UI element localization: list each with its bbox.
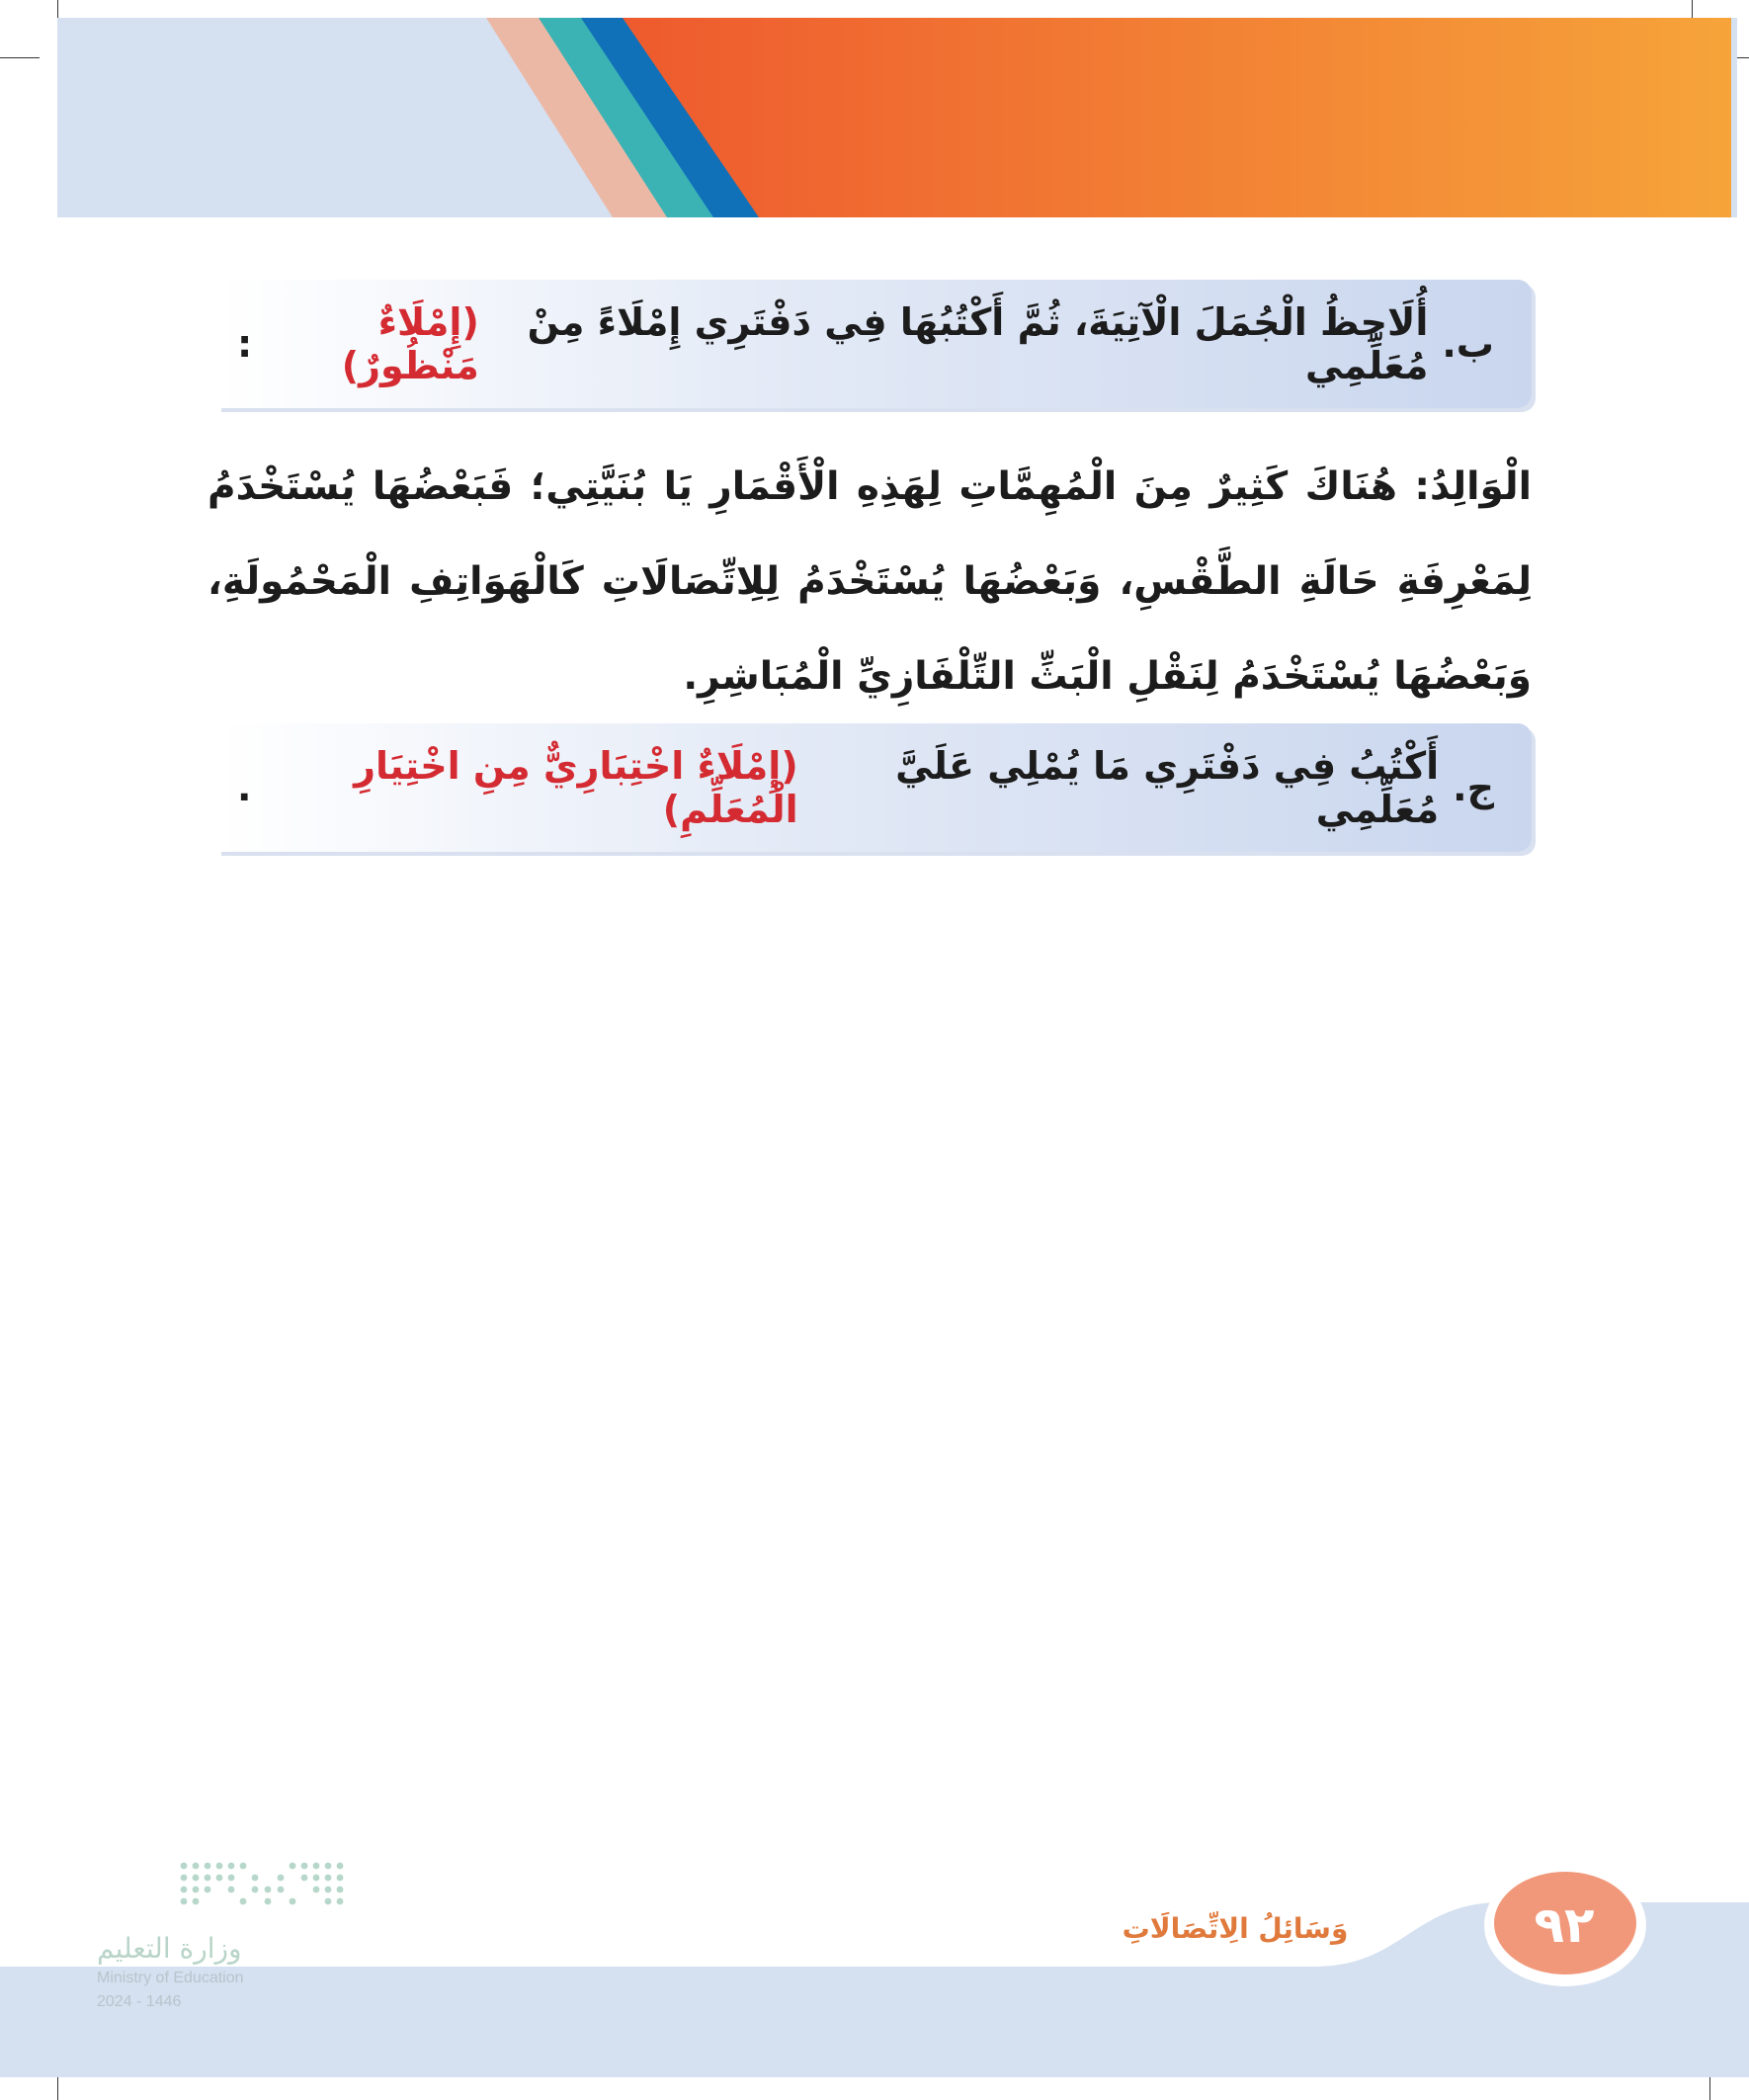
exercise-b-end: : bbox=[237, 322, 253, 366]
exercise-c-type: (إِمْلَاءٌ اخْتِبَارِيٌّ مِنِ اخْتِيَارِ الْمُعَلِّمِ) bbox=[354, 744, 798, 831]
passage-speaker: الْوَالِدُ: bbox=[1414, 464, 1532, 509]
ministry-name-arabic: وزارة التعليم bbox=[97, 1932, 242, 1965]
exercise-c-end: . bbox=[237, 766, 252, 809]
passage-text: هُنَاكَ كَثِيرٌ مِنَ الْمُهِمَّاتِ لِهَذِهِ الْأَقْمَارِ يَا بُنَيَّتِي؛ فَبَعْضُهَا يُسْتَخْدَمُ لِمَعْرِفَةِ حَالَةِ الطَّقْسِ، وَبَعْضُهَا يُسْتَخْدَمُ لِلِاتِّصَالَاتِ كَالْهَوَاتِفِ الْمَحْمُولَةِ، وَبَعْضُهَا يُسْتَخْدَمُ لِنَقْلِ الْبَثِّ التِّلْفَازِيِّ الْمُبَاشِرِ. bbox=[208, 464, 1532, 699]
exercise-c-instruction: أَكْتُبُ فِي دَفْتَرِي مَا يُمْلِي عَلَيَّ مُعَلِّمِي bbox=[895, 744, 1440, 831]
exercise-b-label: ب. bbox=[1442, 322, 1494, 366]
page-number: ٩٢ bbox=[1534, 1896, 1595, 1954]
chapter-title: وَسَائِلُ الِاتِّصَالَاتِ bbox=[1122, 1912, 1349, 1945]
exercise-b-type: (إِمْلَاءٌ مَنْظُورٌ) bbox=[341, 300, 479, 387]
exercise-c-label: ج. bbox=[1453, 766, 1494, 809]
ministry-name-english: Ministry of Education bbox=[97, 1970, 244, 1986]
edition-year: 2024 - 1446 bbox=[97, 1993, 182, 2010]
moe-dots-logo-icon bbox=[181, 1863, 344, 1905]
exercise-b-instruction: أُلَاحِظُ الْجُمَلَ الْآتِيَةَ، ثُمَّ أَكْتُبُهَا فِي دَفْتَرِي إِمْلَاءً مِنْ مُعَلِّمِي bbox=[527, 300, 1429, 387]
